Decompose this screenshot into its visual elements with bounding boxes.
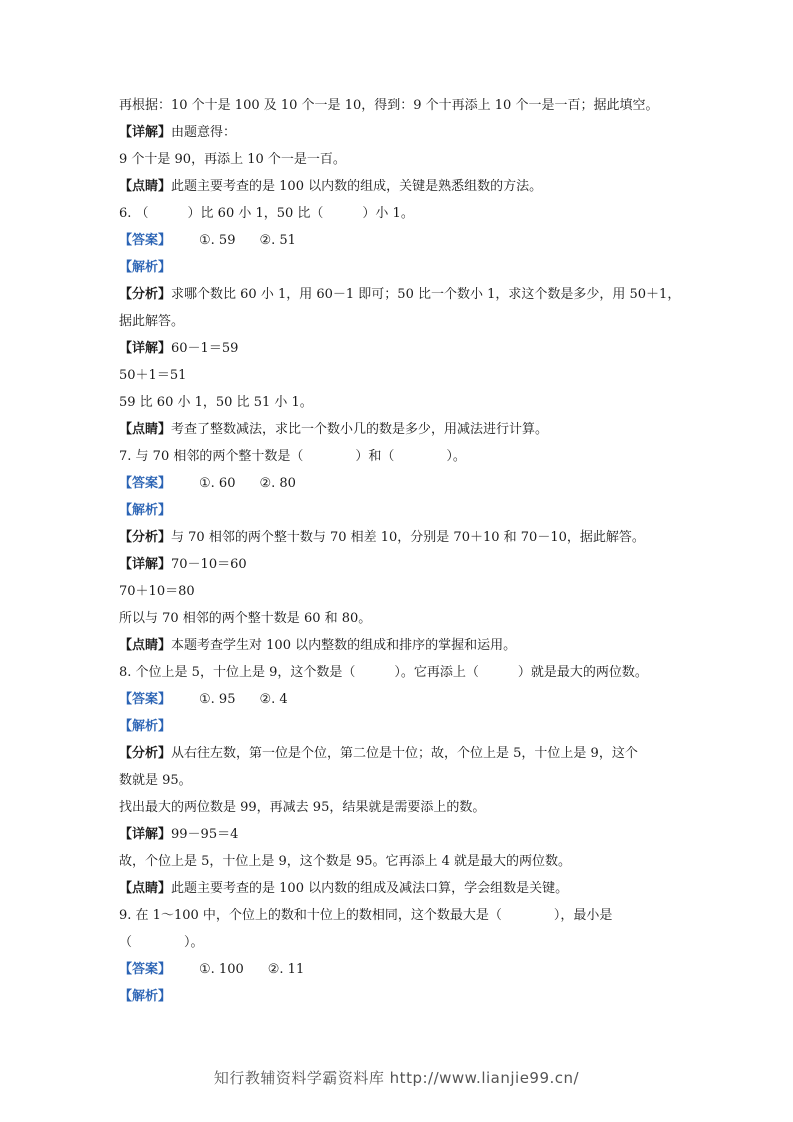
answer-value: ①. 95 (199, 692, 236, 707)
section-tag: 【点睛】 (119, 881, 172, 896)
line-text: 考查了整数减法，求比一个数小几的数是多少，用减法进行计算。 (171, 422, 549, 437)
text-line (119, 686, 679, 713)
line-text: 60－1＝59 (171, 341, 239, 356)
line-text: 与 70 相邻的两个整十数与 70 相差 10，分别是 70＋10 和 70－10，据此解答。 (171, 530, 645, 545)
section-tag: 【详解】 (119, 827, 172, 842)
line-text: 9 个十是 90，再添上 10 个一是一百。 (119, 152, 346, 167)
document-body (119, 92, 679, 1010)
answer-value: ①. 100 (199, 962, 244, 977)
text-line (119, 632, 679, 659)
text-line (119, 200, 679, 227)
line-text: （ ）。 (119, 935, 204, 950)
answer-tag: 【答案】 (119, 233, 172, 248)
answer-value: ②. 4 (259, 692, 288, 707)
section-tag: 【详解】 (119, 557, 172, 572)
text-line (119, 983, 679, 1010)
text-line (119, 92, 679, 119)
line-text: 所以与 70 相邻的两个整十数是 60 和 80。 (119, 611, 372, 626)
section-tag: 【点睛】 (119, 179, 172, 194)
text-line (119, 605, 679, 632)
answer-tag: 【答案】 (119, 476, 172, 491)
line-text: 本题考查学生对 100 以内整数的组成和排序的掌握和运用。 (171, 638, 517, 653)
answer-tag: 【解析】 (119, 719, 172, 734)
line-text: 7. 与 70 相邻的两个整十数是（ ）和（ ）。 (119, 449, 466, 464)
section-tag: 【点睛】 (119, 638, 172, 653)
line-text: 59 比 60 小 1，50 比 51 小 1。 (119, 395, 313, 410)
text-line (119, 362, 679, 389)
text-line (119, 524, 679, 551)
text-line (119, 281, 679, 308)
text-line (119, 173, 679, 200)
line-text: 6. （ ）比 60 小 1，50 比（ ）小 1。 (119, 206, 414, 221)
text-line (119, 794, 679, 821)
text-line (119, 254, 679, 281)
line-text: 由题意得： (171, 125, 237, 140)
line-text: 此题主要考查的是 100 以内数的组成及减法口算，学会组数是关键。 (171, 881, 569, 896)
text-line (119, 875, 679, 902)
line-text: 数就是 95。 (119, 773, 192, 788)
text-line (119, 740, 679, 767)
line-text: 从右往左数，第一位是个位，第二位是十位；故，个位上是 5，十位上是 9，这个 (171, 746, 638, 761)
text-line (119, 902, 679, 929)
text-line (119, 443, 679, 470)
answer-value: ②. 51 (259, 233, 296, 248)
line-text: 求哪个数比 60 小 1，用 60－1 即可；50 比一个数小 1，求这个数是多少，用 50＋1， (171, 287, 681, 302)
section-tag: 【分析】 (119, 287, 172, 302)
text-line (119, 335, 679, 362)
text-line (119, 119, 679, 146)
text-line (119, 470, 679, 497)
text-line (119, 308, 679, 335)
line-text: 70＋10＝80 (119, 584, 195, 599)
answer-tag: 【答案】 (119, 962, 172, 977)
answer-tag: 【答案】 (119, 692, 172, 707)
text-line (119, 767, 679, 794)
line-text: 8. 个位上是 5，十位上是 9，这个数是（ ）。它再添上（ ）就是最大的两位数。 (119, 665, 648, 680)
section-tag: 【点睛】 (119, 422, 172, 437)
line-text: 故，个位上是 5，十位上是 9，这个数是 95。它再添上 4 就是最大的两位数。 (119, 854, 572, 869)
line-text: 50＋1＝51 (119, 368, 187, 383)
line-text: 此题主要考查的是 100 以内数的组成，关键是熟悉组数的方法。 (171, 179, 543, 194)
text-line (119, 416, 679, 443)
line-text: 99－95＝4 (171, 827, 239, 842)
text-line (119, 659, 679, 686)
text-line (119, 929, 679, 956)
footer-watermark: 知行教辅资料学霸资料库 http://www.lianjie99.cn/ (213, 1069, 580, 1087)
text-line (119, 713, 679, 740)
answer-value: ①. 59 (199, 233, 236, 248)
text-line (119, 848, 679, 875)
line-text: 再根据：10 个十是 100 及 10 个一是 10，得到：9 个十再添上 10 个一是一百；据此填空。 (119, 98, 659, 113)
line-text: 70－10＝60 (171, 557, 247, 572)
text-line (119, 227, 679, 254)
text-line (119, 389, 679, 416)
text-line (119, 497, 679, 524)
section-tag: 【详解】 (119, 125, 172, 140)
answer-value: ②. 80 (259, 476, 296, 491)
text-line (119, 956, 679, 983)
section-tag: 【分析】 (119, 746, 172, 761)
section-tag: 【详解】 (119, 341, 172, 356)
line-text: 找出最大的两位数是 99，再减去 95，结果就是需要添上的数。 (119, 800, 486, 815)
section-tag: 【分析】 (119, 530, 172, 545)
text-line (119, 578, 679, 605)
text-line (119, 551, 679, 578)
answer-tag: 【解析】 (119, 989, 172, 1004)
answer-tag: 【解析】 (119, 503, 172, 518)
answer-value: ②. 11 (267, 962, 305, 977)
line-text: 9. 在 1～100 中，个位上的数和十位上的数相同，这个数最大是（ ），最小是 (119, 908, 613, 923)
answer-tag: 【解析】 (119, 260, 172, 275)
line-text: 据此解答。 (119, 314, 185, 329)
text-line (119, 821, 679, 848)
answer-value: ①. 60 (199, 476, 236, 491)
text-line (119, 146, 679, 173)
